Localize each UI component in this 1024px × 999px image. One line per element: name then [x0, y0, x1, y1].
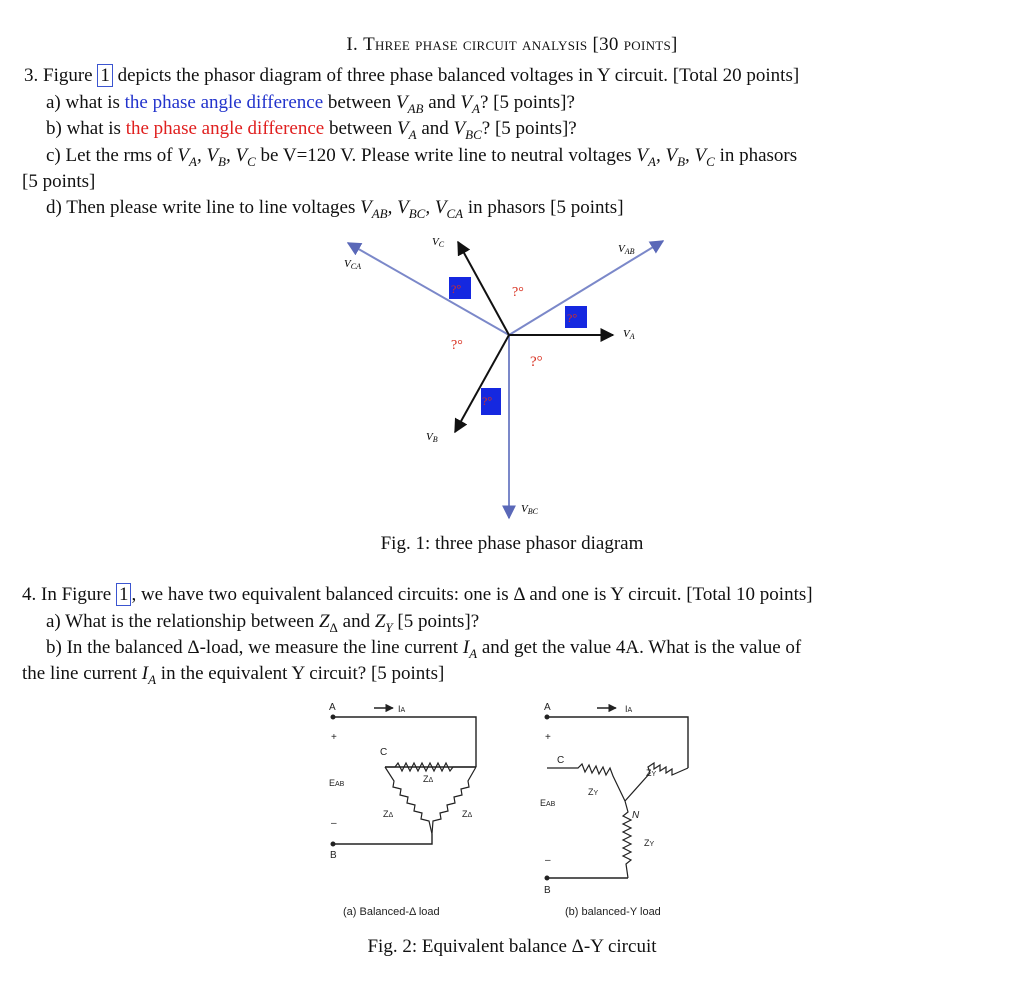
label-z-top: ZΔ — [423, 774, 434, 784]
q4b-cont-post: in the equivalent Y circuit? [5 points] — [156, 663, 445, 684]
label-vca: VCA — [344, 258, 361, 271]
q4b-pre: b) In the balanced Δ-load, we measure the line current — [46, 637, 463, 658]
label-vb: VB — [426, 431, 438, 444]
q3c-continuation: [5 points] — [22, 171, 96, 192]
q3a-and: and — [423, 92, 461, 113]
q4a-z1: Z — [318, 611, 330, 632]
fig2b-caption: (b) balanced-Y load — [565, 906, 661, 918]
label-a-right: A — [544, 702, 551, 713]
q4a-z2: Z — [374, 611, 386, 632]
angle-unknown-box1: ?° — [451, 282, 462, 296]
figure-ref-link-2[interactable]: 1 — [116, 583, 132, 606]
label-zy-3: ZY — [644, 838, 655, 848]
label-z-right: ZΔ — [462, 809, 473, 819]
q3a-var1-sub: AB — [407, 100, 424, 116]
label-eab-right: EAB — [540, 798, 556, 808]
q4b-ia-sub: A — [469, 645, 478, 661]
q3c-post: be V=120 V. Please write line to neutral voltages — [255, 145, 637, 166]
q3b-post: ? [5 points]? — [481, 118, 577, 139]
fig2a-caption: (a) Balanced-Δ load — [343, 906, 440, 918]
q3-lead: 3. Figure — [24, 65, 98, 86]
fig2-caption: Fig. 2: Equivalent balance Δ-Y circuit — [367, 936, 657, 957]
q4b-ia-sub-2: A — [148, 671, 157, 687]
q4b-post: and get the value 4A. What is the value of — [477, 637, 802, 658]
delta-circuit — [331, 708, 476, 846]
label-va: VA — [623, 328, 635, 341]
q3a-pre: a) what is — [46, 92, 125, 113]
q3c-end: in phasors — [714, 145, 798, 166]
wye-circuit — [545, 708, 688, 880]
terminal-b-right — [545, 876, 549, 880]
label-a-left: A — [329, 702, 336, 713]
label-vc: VC — [432, 236, 445, 249]
q3b-and: and — [416, 118, 454, 139]
q3b-highlight: the phase angle difference — [125, 118, 325, 139]
angle-unknown-left: ?° — [451, 338, 463, 353]
fig1-caption: Fig. 1: three phase phasor diagram — [380, 533, 644, 554]
label-vbc: VBC — [521, 503, 538, 516]
label-b-right: B — [544, 885, 551, 896]
q3a-mid: between — [323, 92, 396, 113]
q4-lead: 4. In Figure — [22, 584, 116, 605]
q4b-cont-pre: the line current — [22, 663, 142, 684]
q3b-var1: V — [397, 118, 409, 139]
q3a-var2-sub: A — [472, 100, 480, 116]
label-plus-right: + — [545, 732, 551, 743]
delta-labels — [329, 702, 473, 918]
q3c-pre: c) Let the rms of — [46, 145, 178, 166]
angle-unknown-box2: ?° — [567, 311, 578, 325]
q3c-vars: $V_A$, $V_B$, $V_C$ — [177, 145, 256, 169]
q3d-pre: d) Then please write line to line voltages — [46, 197, 361, 218]
q3b-var2-sub: BC — [465, 126, 482, 142]
q3a-var2: V — [460, 92, 473, 113]
q3b-var1-sub: A — [408, 126, 417, 142]
q4b-ia-2: I — [141, 663, 149, 684]
q4a-post: [5 points]? — [392, 611, 480, 632]
label-b-left: B — [330, 850, 337, 861]
q3d-vars: $V_{AB}$, $V_{BC}$, $V_{CA}$ — [360, 197, 464, 221]
label-vab: VAB — [618, 243, 635, 256]
label-n: N — [632, 810, 640, 821]
q4b-ia: I — [462, 637, 470, 658]
terminal-b-left — [331, 842, 335, 846]
q4a-z1-sub: Δ — [329, 619, 338, 635]
label-zy-1: ZY — [588, 787, 599, 797]
q4-text: , we have two equivalent balanced circuits: one is Δ and one is Y circuit. [Total 10 points] — [131, 584, 813, 605]
q3a-highlight: the phase angle difference — [124, 92, 324, 113]
q3b-pre: b) what is — [46, 118, 126, 139]
figure-ref-link[interactable]: 1 — [97, 64, 113, 87]
q3b-mid: between — [324, 118, 398, 139]
label-minus-left: – — [331, 818, 337, 829]
label-c-left: C — [380, 747, 388, 758]
q3a-var1: V — [395, 92, 408, 113]
q3b-var2: V — [453, 118, 466, 139]
label-z-left: ZΔ — [383, 809, 394, 819]
angle-unknown-box3: ?° — [482, 394, 493, 408]
q3c-vars-2: $V_A$, $V_B$, $V_C$ — [636, 145, 715, 169]
q4a-pre: a) What is the relationship between — [46, 611, 319, 632]
q3-text: depicts the phasor diagram of three phase balanced voltages in Y circuit. [Total 20 points] — [112, 65, 800, 86]
label-eab-left: EAB — [329, 778, 345, 788]
q3a-post: ? [5 points]? — [479, 92, 575, 113]
label-minus-right: – — [545, 855, 551, 866]
label-plus-left: + — [331, 732, 337, 743]
section-number: I. — [346, 34, 358, 55]
label-ia-right: IA — [625, 704, 633, 714]
angle-unknown-top: ?° — [512, 285, 524, 300]
label-c-right: C — [557, 755, 565, 766]
q4a-and: and — [337, 611, 375, 632]
label-zy-2: ZY — [646, 768, 657, 778]
q4a-z2-sub: Y — [385, 619, 393, 635]
label-ia-left: IA — [398, 704, 406, 714]
section-title-text: Three phase circuit analysis [30 points] — [363, 34, 678, 55]
wye-labels — [540, 702, 661, 918]
q3d-end: in phasors [5 points] — [463, 197, 624, 218]
angle-unknown-bottom: ?° — [530, 354, 543, 370]
